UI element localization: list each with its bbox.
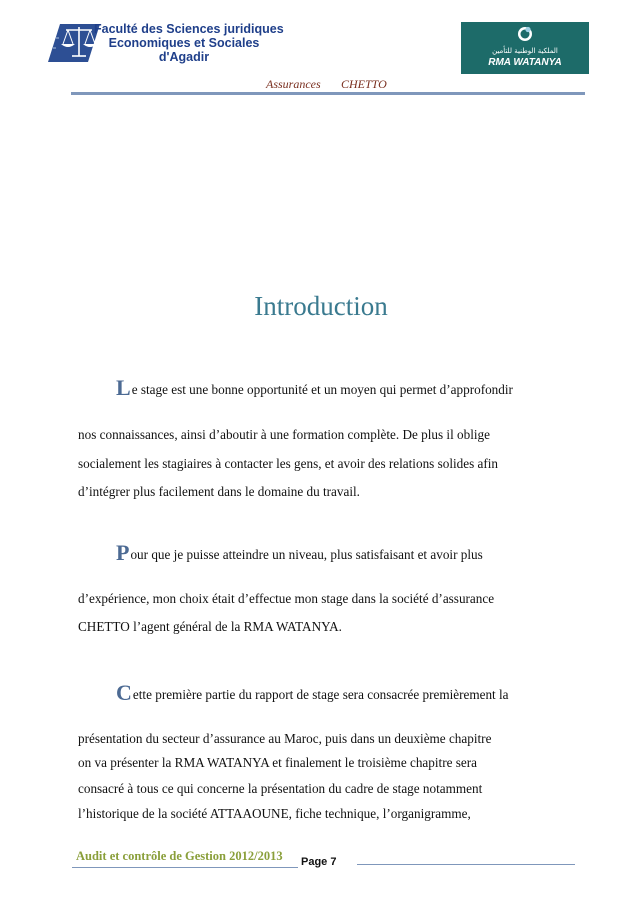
faculty-name-line2: Economiques et Sociales <box>108 36 260 50</box>
paragraph-2-line-3: CHETTO l’agent général de la RMA WATANYA. <box>78 619 342 634</box>
line-text: ette première partie du rapport de stage sera consacrée premièrement la <box>132 687 509 702</box>
footer-course-label: Audit et contrôle de Gestion 2012/2013 <box>76 849 283 863</box>
line-text: e stage est une bonne opportunité et un moyen qui permet d’approfondir <box>131 382 513 397</box>
faculty-name-line1: Faculté des Sciences juridiques <box>94 22 284 36</box>
paragraph-2-line-1 <box>116 542 483 564</box>
dropcap: P <box>116 540 130 565</box>
dropcap: C <box>116 680 132 705</box>
paragraph-3-line-2: présentation du secteur d’assurance au Maroc, puis dans un deuxième chapitre <box>78 731 492 746</box>
header-title-right: CHETTO <box>341 77 387 91</box>
paragraph-1-line-3: socialement les stagiaires à contacter les gens, et avoir des relations solides afin <box>78 456 499 471</box>
paragraph-3-line-5: l’historique de la société ATTAAOUNE, fiche technique, l’organigramme, <box>78 806 471 821</box>
paragraph-2-line-2: d’expérience, mon choix était d’effectue mon stage dans la société d’assurance <box>78 591 495 606</box>
line-text: our que je puisse atteindre un niveau, plus satisfaisant et avoir plus <box>130 547 483 562</box>
paragraph-3-line-1 <box>116 682 509 704</box>
faculty-name-line3: d'Agadir <box>158 50 210 64</box>
scales-emblem-icon <box>42 18 102 68</box>
footer-divider-left <box>72 867 298 868</box>
paragraph-1-line-4: d’intégrer plus facilement dans le domaine du travail. <box>78 484 360 499</box>
rma-emblem-icon <box>518 27 532 41</box>
header-divider <box>71 92 585 95</box>
rma-watanya-logo <box>461 22 589 74</box>
dropcap: L <box>116 375 131 400</box>
paragraph-3-line-3: on va présenter la RMA WATANYA et finalement le troisième chapitre sera <box>78 755 477 770</box>
section-title: Introduction <box>254 291 388 321</box>
footer-divider-right <box>357 864 575 865</box>
rma-arabic-text: الملكية الوطنية للتأمين <box>492 47 558 55</box>
header-title-left: Assurances <box>266 77 321 91</box>
faculty-name <box>94 22 284 64</box>
page-number: Page 7 <box>301 856 337 868</box>
rma-brand-text: RMA WATANYA <box>488 57 562 68</box>
paragraph-1-line-2: nos connaissances, ainsi d’aboutir à une formation complète. De plus il oblige <box>78 427 491 442</box>
paragraph-3-line-4: consacré à tous ce qui concerne la présentation du cadre de stage notamment <box>78 781 483 796</box>
paragraph-1-line-1 <box>116 377 513 399</box>
